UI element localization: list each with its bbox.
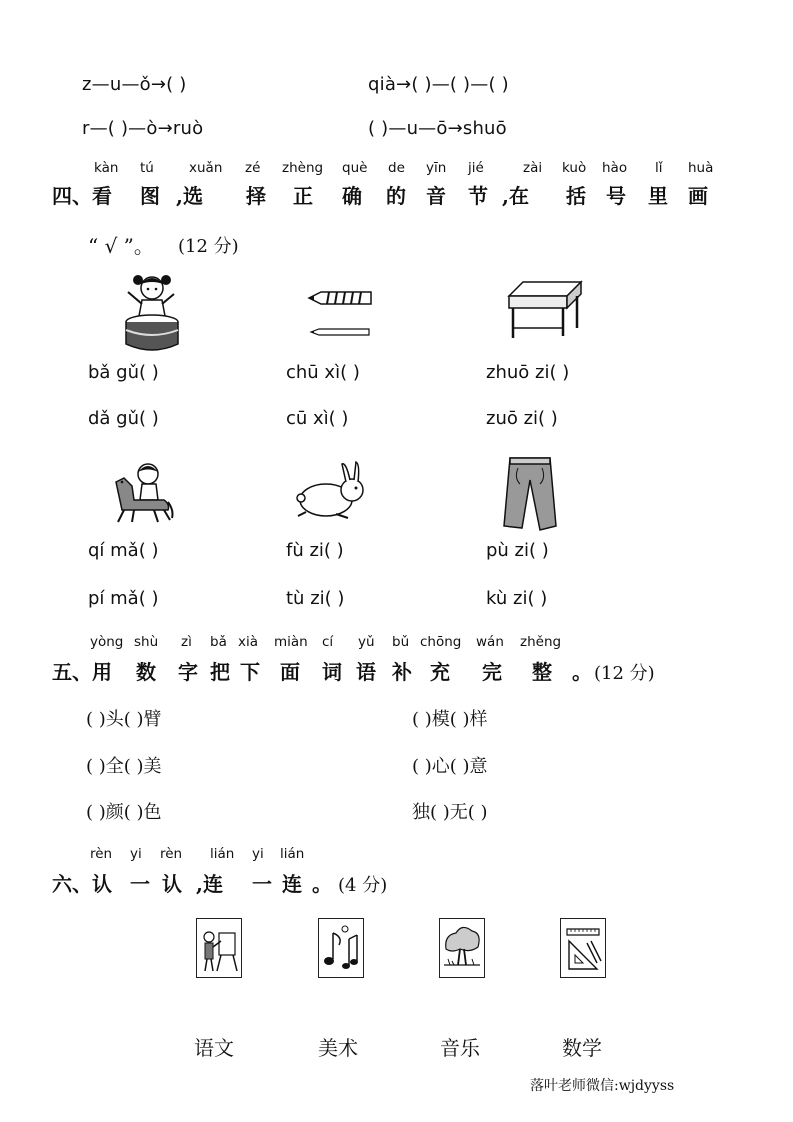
art-picture-card[interactable] <box>196 918 242 978</box>
heading-char: 择 <box>246 184 266 208</box>
drum-girl-picture <box>110 270 195 355</box>
idiom-blank[interactable]: ( )心( )意 <box>412 756 488 777</box>
rabbit-picture <box>292 460 372 522</box>
pinyin: rèn <box>160 846 183 862</box>
pinyin: wán <box>476 634 504 650</box>
heading-char: ,在 <box>502 184 529 208</box>
horse-rider-picture <box>108 460 176 526</box>
heading-char: 完 <box>482 660 502 684</box>
option-ba-gu[interactable]: bǎ gǔ( ) <box>88 362 159 383</box>
pinyin: què <box>342 160 368 176</box>
chinese-picture-card[interactable] <box>439 918 485 978</box>
idiom-blank[interactable]: ( )头( )臂 <box>86 709 162 730</box>
heading-char: 连 <box>282 872 302 896</box>
pencils-picture <box>305 286 375 342</box>
pinyin: kuò <box>562 160 587 176</box>
heading-char: 整 <box>532 660 552 684</box>
heading-char: 四、看 <box>52 184 112 208</box>
pinyin: huà <box>688 160 714 176</box>
option-pi-ma[interactable]: pí mǎ( ) <box>88 588 159 609</box>
watermark-text: 落叶老师微信:wjdyyss <box>530 1078 675 1094</box>
heading-char: 字 <box>178 660 198 684</box>
heading-char: 音 <box>426 184 446 208</box>
pinyin: lǐ <box>655 160 663 176</box>
heading-char: 认 <box>162 872 182 896</box>
pinyin: xià <box>238 634 259 650</box>
heading-char: 里 <box>648 184 668 208</box>
heading-char: 五、用 <box>52 660 112 684</box>
pinyin: zì <box>181 634 192 650</box>
heading-char: 确 <box>342 184 362 208</box>
pinyin: yòng <box>90 634 124 650</box>
idiom-blank[interactable]: ( )全( )美 <box>86 756 162 777</box>
heading-char: 正 <box>293 184 313 208</box>
heading-char: 一 <box>252 872 272 896</box>
idiom-blank[interactable]: 独( )无( ) <box>412 802 488 823</box>
heading-end-punctuation: 。 <box>312 872 332 896</box>
section-6-score: (4 分) <box>338 875 388 896</box>
pinyin: lián <box>210 846 235 862</box>
pinyin: zhèng <box>282 160 324 176</box>
pinyin: tú <box>140 160 154 176</box>
heading-char: 画 <box>688 184 708 208</box>
option-da-gu[interactable]: dǎ gǔ( ) <box>88 408 159 429</box>
spelling-line-1a: z—u—ǒ→( ) <box>82 74 187 95</box>
pinyin: zài <box>523 160 543 176</box>
option-qi-ma[interactable]: qí mǎ( ) <box>88 540 159 561</box>
subject-chinese[interactable]: 语文 <box>194 1036 234 1060</box>
option-fu-zi[interactable]: fù zi( ) <box>286 540 344 561</box>
pinyin: bǎ <box>210 634 227 650</box>
spelling-line-2a: r—( )—ò→ruò <box>82 118 204 139</box>
music-picture-card[interactable] <box>318 918 364 978</box>
section-4-score: (12 分) <box>178 236 239 257</box>
heading-char: 六、认 <box>52 872 112 896</box>
pinyin: de <box>388 160 405 176</box>
pinyin: zhěng <box>520 634 562 650</box>
heading-char: 补 <box>392 660 412 684</box>
heading-char: 的 <box>386 184 406 208</box>
heading-char: 括 <box>566 184 586 208</box>
option-zhuo-zi[interactable]: zhuō zi( ) <box>486 362 570 383</box>
heading-char: 词 <box>322 660 342 684</box>
pinyin: cí <box>322 634 334 650</box>
heading-char: 面 <box>280 660 300 684</box>
heading-char: 号 <box>606 184 626 208</box>
idiom-blank[interactable]: ( )颜( )色 <box>86 802 162 823</box>
pinyin: kàn <box>94 160 119 176</box>
subject-art[interactable]: 美术 <box>318 1036 358 1060</box>
heading-char: 节 <box>468 184 488 208</box>
pinyin: hào <box>602 160 628 176</box>
section-5-score: (12 分) <box>594 663 655 684</box>
pinyin: yi <box>252 846 264 862</box>
option-ku-zi[interactable]: kù zi( ) <box>486 588 548 609</box>
pinyin: zé <box>245 160 261 176</box>
heading-end-punctuation: 。 <box>572 660 592 684</box>
option-tu-zi[interactable]: tù zi( ) <box>286 588 345 609</box>
pinyin: yīn <box>426 160 447 176</box>
heading-char: 下 <box>240 660 260 684</box>
pinyin: jié <box>468 160 484 176</box>
spelling-line-2b: ( )—u—ō→shuō <box>368 118 507 139</box>
option-zuo-zi[interactable]: zuō zi( ) <box>486 408 558 429</box>
option-pu-zi[interactable]: pù zi( ) <box>486 540 549 561</box>
pinyin: shù <box>134 634 159 650</box>
trousers-picture <box>500 454 560 532</box>
option-chu-xi[interactable]: chū xì( ) <box>286 362 360 383</box>
pinyin: xuǎn <box>189 160 223 176</box>
heading-char: 语 <box>356 660 376 684</box>
pinyin: rèn <box>90 846 113 862</box>
heading-char: ,连 <box>196 872 223 896</box>
heading-char: 一 <box>130 872 150 896</box>
pinyin: lián <box>280 846 305 862</box>
heading-char: 把 <box>210 660 230 684</box>
option-cu-xi[interactable]: cū xì( ) <box>286 408 349 429</box>
subject-music[interactable]: 音乐 <box>440 1036 480 1060</box>
heading-char: 图 <box>140 184 160 208</box>
idiom-blank[interactable]: ( )模( )样 <box>412 709 488 730</box>
pinyin: miàn <box>274 634 308 650</box>
spelling-line-1b: qià→( )—( )—( ) <box>368 74 509 95</box>
heading-char: ,选 <box>176 184 203 208</box>
pinyin: bǔ <box>392 634 410 650</box>
heading-char: 充 <box>430 660 450 684</box>
heading-char: 数 <box>136 660 156 684</box>
section-4-instruction: “ √ ”。 <box>88 234 154 258</box>
math-picture-card[interactable] <box>560 918 606 978</box>
pinyin: yǔ <box>358 634 375 650</box>
subject-math[interactable]: 数学 <box>562 1036 602 1060</box>
pinyin: yi <box>130 846 142 862</box>
pinyin: chōng <box>420 634 462 650</box>
desk-picture <box>505 278 585 340</box>
